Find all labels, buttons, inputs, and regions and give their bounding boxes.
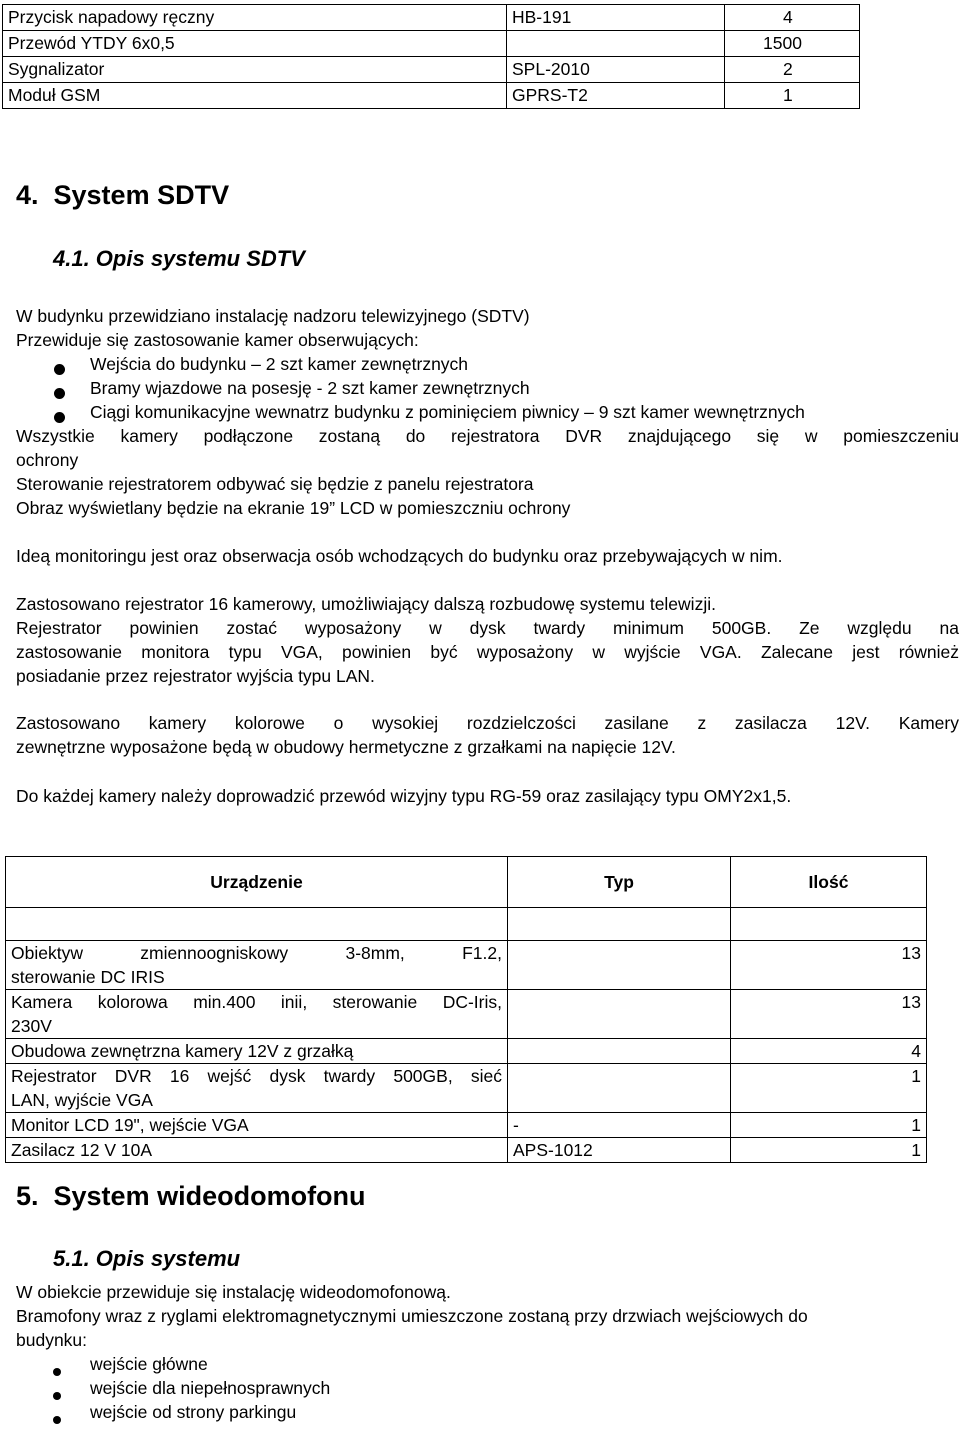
section-4-1-heading: 4.1. Opis systemu SDTV <box>53 246 305 271</box>
section-5-1-heading: 5.1. Opis systemu <box>53 1246 241 1271</box>
item-qty: 1 <box>731 1064 927 1113</box>
item-name-line-2: 230V <box>11 1016 52 1036</box>
item-qty: 13 <box>731 941 927 990</box>
item-qty: 4 <box>725 5 860 31</box>
bullet-dot <box>54 407 65 428</box>
paragraph-line: W obiekcie przewiduje się instalację wideodomofonową. <box>16 1282 451 1302</box>
item-name-line-2: sterowanie DC IRIS <box>11 967 165 987</box>
paragraph-line: zastosowanie monitora typu VGA, powinien być wyposażony w wyjście VGA. Zalecane jest również <box>16 642 959 662</box>
bullet-item: Wejścia do budynku – 2 szt kamer zewnętrznych <box>90 354 469 374</box>
item-type: SPL-2010 <box>507 57 725 83</box>
item-qty: 13 <box>731 990 927 1039</box>
item-qty: 1500 <box>725 31 860 57</box>
bullet-dot <box>53 1384 61 1405</box>
item-name-line-1: Obiektyw zmiennoogniskowy 3-8mm, F1.2, <box>11 943 502 963</box>
table-row <box>6 1039 927 1064</box>
sdtv-equipment-table <box>5 856 927 1163</box>
header-device: Urządzenie <box>6 857 508 908</box>
alarm-equipment-table <box>2 4 860 109</box>
paragraph-line: Do każdej kamery należy doprowadzić przewód wizyjny typu RG-59 oraz zasilający typu OMY2x1,5. <box>16 786 792 806</box>
bullet-dot <box>53 1408 61 1429</box>
paragraph-line: ochrony <box>16 450 79 470</box>
item-type: GPRS-T2 <box>507 83 725 109</box>
item-type: APS-1012 <box>508 1138 731 1163</box>
table-row <box>3 5 860 31</box>
paragraph-line: Zastosowano rejestrator 16 kamerowy, umożliwiający dalszą rozbudowę systemu telewizji. <box>16 594 716 614</box>
table-row <box>6 941 927 990</box>
intro-line-2: Przewiduje się zastosowanie kamer obserwujących: <box>16 330 419 350</box>
paragraph-line: zewnętrzne wyposażone będą w obudowy hermetyczne z grzałkami na napięcie 12V. <box>16 737 676 757</box>
table-row <box>3 57 860 83</box>
table-header-row <box>6 857 927 908</box>
bullet-item: wejście dla niepełnosprawnych <box>90 1378 331 1398</box>
bullet-item: wejście główne <box>90 1354 208 1374</box>
table-spacer-row <box>6 908 927 941</box>
intro-line-1: W budynku przewidziano instalację nadzoru telewizyjnego (SDTV) <box>16 306 530 326</box>
paragraph-line: posiadanie przez rejestrator wyjścia typu LAN. <box>16 666 375 686</box>
bullet-dot <box>53 1360 61 1381</box>
item-name <box>6 1064 508 1113</box>
table-row <box>6 1138 927 1163</box>
paragraph-line: Zastosowano kamery kolorowe o wysokiej rozdzielczości zasilane z zasilacza 12V. Kamery <box>16 713 959 733</box>
item-type <box>507 31 725 57</box>
item-name-line-1: Rejestrator DVR 16 wejść dysk twardy 500GB, sieć <box>11 1066 502 1086</box>
paragraph-line: Ideą monitoringu jest oraz obserwacja osób wchodzących do budynku oraz przebywających w nim. <box>16 546 783 566</box>
item-name: Zasilacz 12 V 10A <box>6 1138 508 1163</box>
item-type <box>508 1039 731 1064</box>
item-qty: 1 <box>725 83 860 109</box>
header-type: Typ <box>508 857 731 908</box>
item-name <box>6 990 508 1039</box>
paragraph-line: Sterowanie rejestratorem odbywać się będzie z panelu rejestratora <box>16 474 534 494</box>
item-name: Przycisk napadowy ręczny <box>3 5 507 31</box>
paragraph-line: Bramofony wraz z ryglami elektromagnetycznymi umieszczone zostaną przy drzwiach wejściowych do <box>16 1306 808 1326</box>
section-4-heading: 4. System SDTV <box>16 180 230 210</box>
bullet-item: wejście od strony parkingu <box>90 1402 297 1422</box>
header-qty: Ilość <box>731 857 927 908</box>
item-name: Obudowa zewnętrzna kamery 12V z grzałką <box>6 1039 508 1064</box>
item-type <box>508 990 731 1039</box>
item-name: Moduł GSM <box>3 83 507 109</box>
paragraph-line: budynku: <box>16 1330 88 1350</box>
item-name-line-1: Kamera kolorowa min.400 inii, sterowanie DC-Iris, <box>11 992 502 1012</box>
item-name <box>6 941 508 990</box>
table-row <box>6 1064 927 1113</box>
section-5-heading: 5. System wideodomofonu <box>16 1181 366 1211</box>
item-qty: 2 <box>725 57 860 83</box>
bullet-dot <box>54 383 65 404</box>
bullet-dot <box>54 359 65 380</box>
item-qty: 1 <box>731 1113 927 1138</box>
bullet-item: Ciągi komunikacyjne wewnatrz budynku z pominięciem piwnicy – 9 szt kamer wewnętrznych <box>90 402 805 422</box>
table-row <box>3 31 860 57</box>
item-type: - <box>508 1113 731 1138</box>
item-type: HB-191 <box>507 5 725 31</box>
item-type <box>508 1064 731 1113</box>
paragraph-line: Wszystkie kamery podłączone zostaną do rejestratora DVR znajdującego się w pomieszczeniu <box>16 426 959 446</box>
table-row <box>6 1113 927 1138</box>
item-name: Monitor LCD 19", wejście VGA <box>6 1113 508 1138</box>
table-row <box>6 990 927 1039</box>
item-qty: 1 <box>731 1138 927 1163</box>
item-qty: 4 <box>731 1039 927 1064</box>
item-type <box>508 941 731 990</box>
item-name-line-2: LAN, wyjście VGA <box>11 1090 153 1110</box>
item-name: Przewód YTDY 6x0,5 <box>3 31 507 57</box>
paragraph-line: Rejestrator powinien zostać wyposażony w dysk twardy minimum 500GB. Ze względu na <box>16 618 959 638</box>
table-row <box>3 83 860 109</box>
paragraph-line: Obraz wyświetlany będzie na ekranie 19” LCD w pomieszczniu ochrony <box>16 498 571 518</box>
bullet-item: Bramy wjazdowe na posesję - 2 szt kamer zewnętrznych <box>90 378 530 398</box>
item-name: Sygnalizator <box>3 57 507 83</box>
